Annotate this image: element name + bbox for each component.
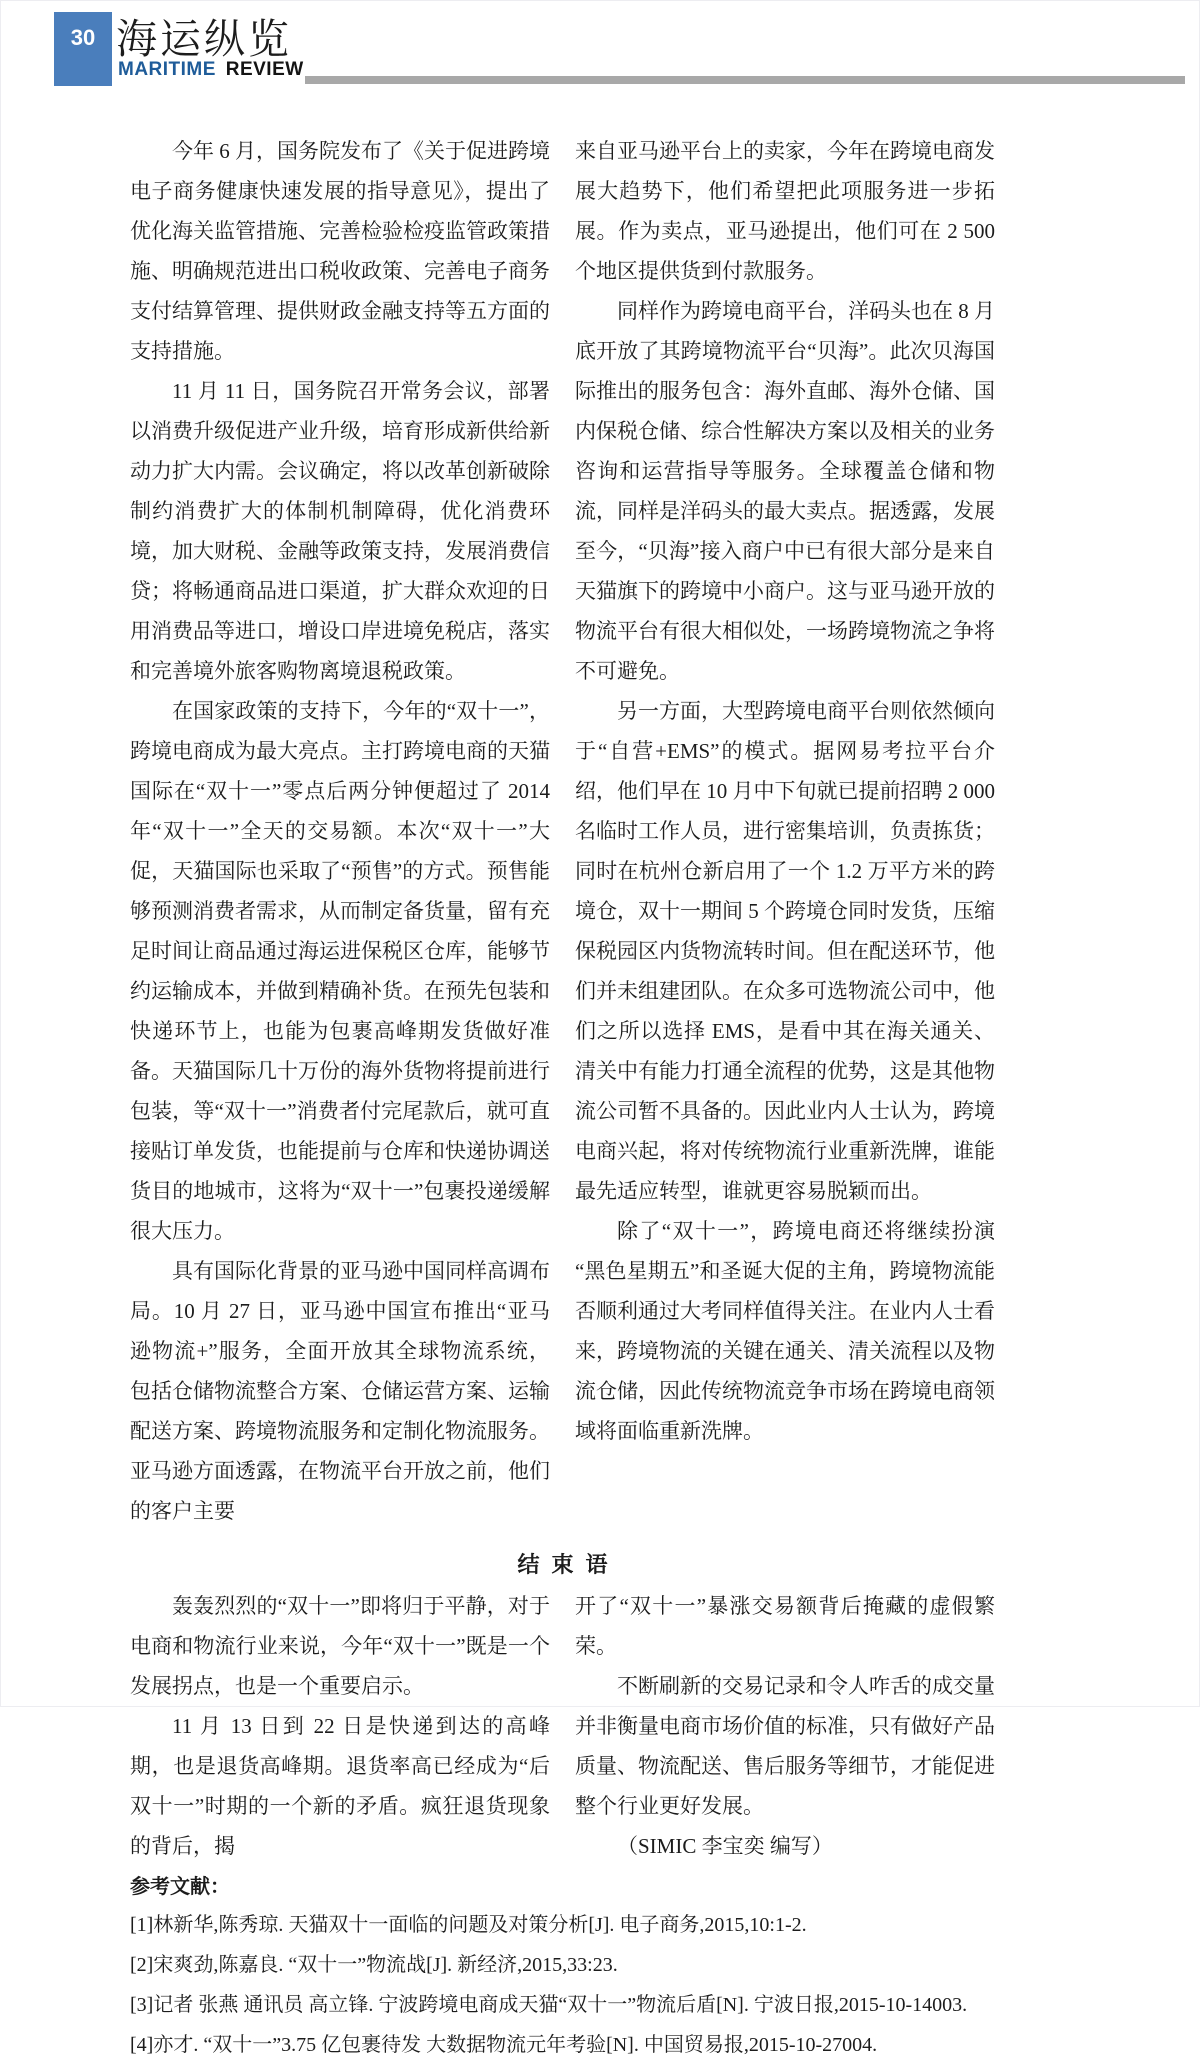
- conclusion-column-left: [130, 1586, 550, 1866]
- section-title-english: [118, 59, 304, 81]
- references-section: [130, 1869, 1075, 2065]
- article-column-right: [575, 131, 995, 1531]
- body-paragraph: 在国家政策的支持下，今年的“双十一”，跨境电商成为最大亮点。主打跨境电商的天猫国际在“双十一”零点后两分钟便超过了 2014 年“双十一”全天的交易额。本次“双十一”大促，天猫国际也采取了“预售”的方式。预售能够预测消费者需求，从而制定备货量，留有充足时间让商品通过海运进保税区仓库，能够节约运输成本，并做到精确补货。在预先包装和快递环节上，也能为包裹高峰期发货做好准备。天猫国际几十万份的海外货物将提前进行包装，等“双十一”消费者付完尾款后，就可直接贴订单发货，也能提前与仓库和快递协调送货目的地城市，这将为“双十一”包裹投递缓解很大压力。: [130, 699, 550, 1243]
- section-title-chinese: 海运纵览: [116, 16, 292, 62]
- body-paragraph: 除了“双十一”，跨境电商还将继续扮演“黑色星期五”和圣诞大促的主角，跨境物流能否顺利通过大考同样值得关注。在业内人士看来，跨境物流的关键在通关、清关流程以及物流仓储，因此传统物流竞争市场在跨境电商领域将面临重新洗牌。: [575, 1219, 995, 1443]
- reference-item: [2]宋爽劲,陈嘉良. “双十一”物流战[J]. 新经济,2015,33:23.: [130, 1954, 618, 1976]
- body-paragraph: 今年 6 月，国务院发布了《关于促进跨境电子商务健康快速发展的指导意见》，提出了优化海关监管措施、完善检验检疫监管政策措施、明确规范进出口税收政策、完善电子商务支付结算管理、提供财政金融支持等五方面的支持措施。: [130, 139, 550, 363]
- reference-item: [1]林新华,陈秀琼. 天猫双十一面临的问题及对策分析[J]. 电子商务,2015,10:1-2.: [130, 1914, 807, 1936]
- body-paragraph: 具有国际化背景的亚马逊中国同样高调布局。10 月 27 日，亚马逊中国宣布推出“亚马逊物流+”服务，全面开放其全球物流系统，包括仓储物流整合方案、仓储运营方案、运输配送方案、跨境物流服务和定制化物流服务。亚马逊方面透露，在物流平台开放之前，他们的客户主要: [130, 1259, 550, 1523]
- conclusion-paragraph: 轰轰烈烈的“双十一”即将归于平静，对于电商和物流行业来说，今年“双十一”既是一个发展拐点，也是一个重要启示。: [130, 1594, 550, 1698]
- conclusion-body: [130, 1586, 995, 1866]
- body-paragraph: 另一方面，大型跨境电商平台则依然倾向于“自营+EMS”的模式。据网易考拉平台介绍，他们早在 10 月中下旬就已提前招聘 2 000 名临时工作人员，进行密集培训，负责拣货；同时在杭州仓新启用了一个 1.2 万平方米的跨境仓，双十一期间 5 个跨境仓同时发货，压缩保税园区内货物流转时间。但在配送环节，他们并未组建团队。在众多可选物流公司中，他们之所以选择 EMS，是看中其在海关通关、清关中有能力打通全流程的优势，这是其他物流公司暂不具备的。因此业内人士认为，跨境电商兴起，将对传统物流行业重新洗牌，谁能最先适应转型，谁就更容易脱颖而出。: [575, 699, 995, 1203]
- section-title-en-maritime: MARITIME: [118, 59, 216, 80]
- article-content: [130, 131, 995, 2065]
- header-divider-rule: [305, 76, 1185, 84]
- body-paragraph: 来自亚马逊平台上的卖家，今年在跨境电商发展大趋势下，他们希望把此项服务进一步拓展。作为卖点，亚马逊提出，他们可在 2 500 个地区提供货到付款服务。: [575, 139, 995, 283]
- page-number-badge: [54, 12, 112, 86]
- article-body: [130, 131, 995, 1531]
- conclusion-right-paragraphs: [575, 1586, 995, 1826]
- conclusion-paragraph: 11 月 13 日到 22 日是快递到达的高峰期，也是退货高峰期。退货率高已经成为“后双十一”时期的一个新的矛盾。疯狂退货现象的背后，揭: [130, 1714, 550, 1858]
- reference-item: [4]亦才. “双十一”3.75 亿包裹待发 大数据物流元年考验[N]. 中国贸易报,2015-10-27004.: [130, 2034, 878, 2056]
- article-column-left: [130, 131, 550, 1531]
- body-paragraph: 11 月 11 日，国务院召开常务会议，部署以消费升级促进产业升级，培育形成新供给新动力扩大内需。会议确定，将以改革创新破除制约消费扩大的体制机制障碍，优化消费环境，加大财税、金融等政策支持，发展消费信贷；将畅通商品进口渠道，扩大群众欢迎的日用消费品等进口，增设口岸进境免税店，落实和完善境外旅客购物离境退税政策。: [130, 379, 550, 683]
- author-byline: （SIMIC 李宝奕 编写）: [617, 1834, 833, 1858]
- page-number: 30: [70, 25, 96, 50]
- conclusion-column-right: [575, 1586, 995, 1866]
- references-list: [130, 1905, 1075, 2065]
- body-paragraph: 同样作为跨境电商平台，洋码头也在 8 月底开放了其跨境物流平台“贝海”。此次贝海国际推出的服务包含：海外直邮、海外仓储、国内保税仓储、综合性解决方案以及相关的业务咨询和运营指导等服务。全球覆盖仓储和物流，同样是洋码头的最大卖点。据透露，发展至今，“贝海”接入商户中已有很大部分是来自天猫旗下的跨境中小商户。这与亚马逊开放的物流平台有很大相似处，一场跨境物流之争将不可避免。: [575, 299, 995, 683]
- reference-item: [3]记者 张燕 通讯员 高立锋. 宁波跨境电商成天猫“双十一”物流后盾[N]. 宁波日报,2015-10-14003.: [130, 1994, 968, 2016]
- conclusion-paragraph: 开了“双十一”暴涨交易额背后掩藏的虚假繁荣。: [575, 1594, 995, 1658]
- references-heading: 参考文献：: [130, 1876, 230, 1898]
- conclusion-heading: 结束语: [517, 1552, 620, 1577]
- conclusion-paragraph: 不断刷新的交易记录和令人咋舌的成交量并非衡量电商市场价值的标准，只有做好产品质量、物流配送、售后服务等细节，才能促进整个行业更好发展。: [575, 1674, 995, 1818]
- section-title-en-review: REVIEW: [225, 59, 304, 80]
